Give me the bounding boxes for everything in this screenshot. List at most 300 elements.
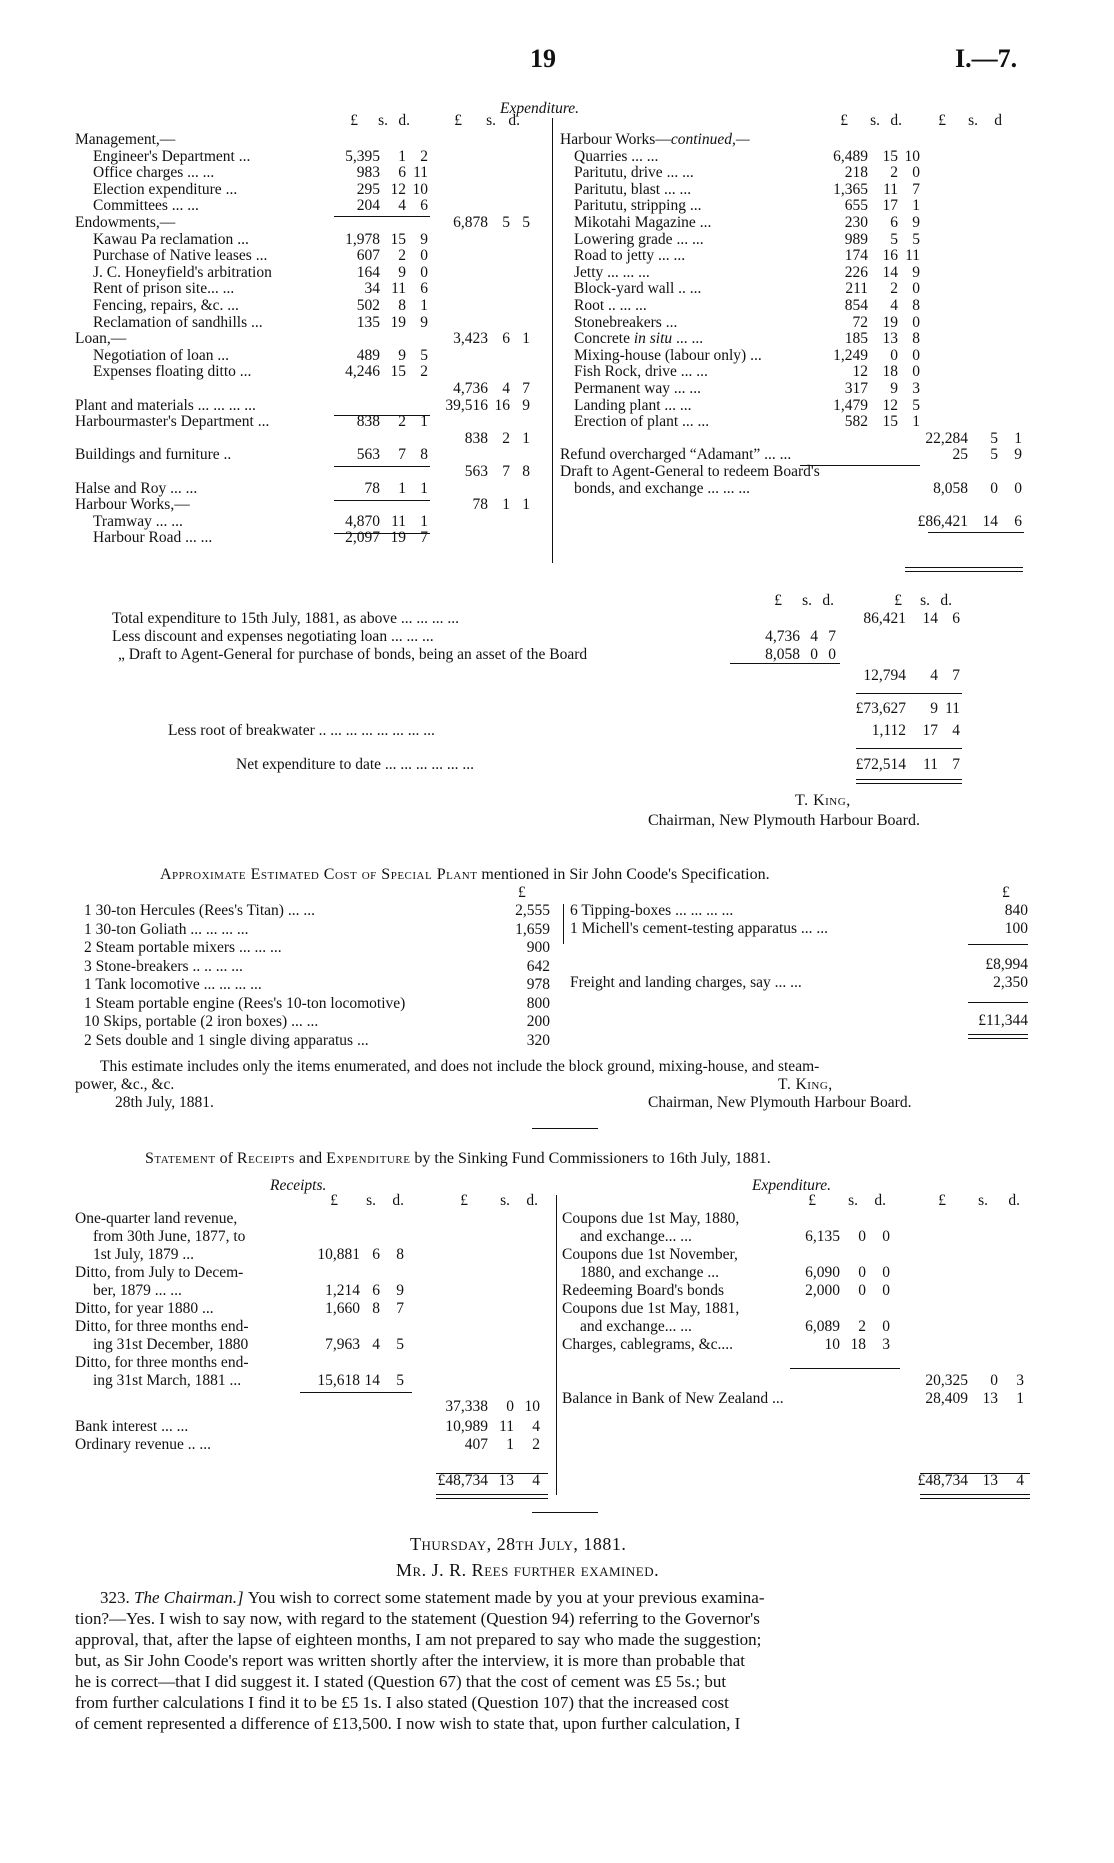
row-label: Stonebreakers ... bbox=[574, 313, 678, 331]
row-leader-dots: ... ... bbox=[283, 902, 315, 919]
row-leader-dots: ... ... ... ... bbox=[199, 976, 262, 993]
col-a-pounds: 12 bbox=[852, 363, 868, 381]
summary-line bbox=[0, 722, 1114, 740]
row-leader-dots: .. .. ... ... bbox=[188, 957, 243, 975]
plant-item-label: 1 Tank locomotive ... ... ... ... bbox=[84, 976, 262, 993]
row-label: Jetty ... ... ... bbox=[574, 263, 650, 281]
plant-rule bbox=[968, 944, 1028, 945]
signature-name: T. King, bbox=[795, 792, 851, 809]
col-a-pounds: 854 bbox=[844, 297, 868, 314]
ledger-row bbox=[0, 380, 1114, 398]
col-a-shillings: 4 bbox=[398, 197, 406, 215]
plant-item-value: £11,344 bbox=[978, 1012, 1028, 1029]
col-a-pence: 0 bbox=[420, 247, 428, 265]
col-a-pence: 5 bbox=[912, 230, 920, 248]
row-leader-dots: ... ... bbox=[183, 164, 215, 182]
row-label: and exchange... ... bbox=[580, 1228, 692, 1245]
row-label: Negotiation of loan ... bbox=[93, 346, 230, 364]
section-rule-2 bbox=[532, 1512, 598, 1513]
col-a-shillings: 9 bbox=[890, 380, 898, 397]
ledger-row bbox=[0, 347, 1114, 365]
ledger-row bbox=[0, 131, 1114, 149]
column-heading: s. bbox=[366, 1192, 376, 1209]
ledger-row bbox=[0, 413, 1114, 431]
col-b-shillings: 0 bbox=[506, 1398, 514, 1415]
row-leader-dots: ... bbox=[703, 1264, 720, 1281]
column-headings bbox=[0, 1192, 1114, 1210]
col-b-pounds: £86,421 bbox=[917, 512, 968, 530]
col-b-shillings: 14 bbox=[922, 610, 938, 627]
signature-title: Chairman, New Plymouth Harbour Board. bbox=[648, 812, 920, 829]
col-a-pence: 5 bbox=[396, 1336, 404, 1353]
row-label: ber, 1879 ... ... bbox=[93, 1282, 182, 1299]
col-a-pounds: 1,660 bbox=[325, 1300, 360, 1317]
col-a-shillings: 18 bbox=[882, 363, 898, 381]
row-label: Quarries ... ... bbox=[574, 147, 659, 165]
ledger-row bbox=[0, 231, 1114, 249]
col-a-pence: 1 bbox=[420, 479, 428, 497]
row-label: „ Draft to Agent-General for purchase of bonds, being an asset of the Board bbox=[118, 646, 588, 663]
row-leader-dots: ... bbox=[178, 1246, 195, 1263]
col-a-pence: 0 bbox=[912, 280, 920, 298]
col-b-pence: 4 bbox=[952, 722, 960, 739]
column-heading: £ bbox=[808, 1192, 816, 1209]
column-heading: £ bbox=[938, 1192, 946, 1209]
row-leader-dots: ... bbox=[198, 1300, 214, 1317]
col-b-pence: 3 bbox=[1016, 1372, 1024, 1389]
plant-item-label: 1 Steam portable engine (Rees's 10-ton locomotive) bbox=[84, 994, 406, 1012]
row-label: Loan,— bbox=[75, 330, 127, 348]
col-a-pounds: 989 bbox=[844, 230, 868, 248]
pound-heading: £ bbox=[1002, 884, 1010, 901]
col-a-pence: 6 bbox=[420, 197, 428, 215]
plant-item-value: £8,994 bbox=[985, 956, 1028, 973]
row-leader-dots: ... ... ... ... bbox=[186, 920, 249, 938]
payment-row bbox=[0, 1300, 1114, 1318]
col-a-pounds: 983 bbox=[356, 164, 380, 182]
payment-row bbox=[0, 1472, 1114, 1490]
evidence-line: from further calculations I find it to be £5 1s. I also stated (Question 107) that the increased cost bbox=[75, 1693, 729, 1712]
row-leader-dots: .. ... ... bbox=[604, 297, 647, 314]
row-label: Harbour Works—continued,— bbox=[560, 131, 750, 148]
col-a-pounds: 2,097 bbox=[345, 529, 380, 547]
col-a-pence: 11 bbox=[905, 247, 920, 265]
row-leader-dots: ... ... bbox=[669, 380, 701, 397]
col-a-pounds: 174 bbox=[844, 247, 868, 265]
question-number: 323. bbox=[100, 1588, 134, 1607]
row-label: Redeeming Board's bonds bbox=[562, 1282, 725, 1299]
plant-item-label: Freight and landing charges, say ... ... bbox=[570, 974, 802, 991]
summary-line bbox=[0, 646, 1114, 664]
col-a-pence: 7 bbox=[420, 529, 428, 547]
col-a-pence: 0 bbox=[912, 346, 920, 364]
col-a-shillings: 16 bbox=[882, 247, 898, 265]
row-label: Paritutu, stripping ... bbox=[574, 197, 702, 215]
col-b-pence: 5 bbox=[522, 214, 530, 231]
col-a-pence: 9 bbox=[396, 1282, 404, 1299]
column-heading: d. bbox=[526, 1192, 538, 1209]
payment-row bbox=[0, 1228, 1114, 1246]
row-leader-dots: ... ... bbox=[770, 974, 802, 991]
col-a-shillings: 2 bbox=[398, 247, 406, 265]
col-a-pence: 5 bbox=[912, 396, 920, 414]
column-heading: d. bbox=[874, 1192, 886, 1209]
column-heading: d bbox=[994, 112, 1002, 129]
col-a-pounds: 10,881 bbox=[317, 1246, 360, 1263]
col-a-pounds: 211 bbox=[845, 280, 868, 298]
summary-line bbox=[0, 667, 1114, 685]
col-a-pence: 0 bbox=[882, 1318, 890, 1335]
col-a-shillings: 6 bbox=[890, 214, 898, 231]
pound-heading: £ bbox=[518, 884, 526, 901]
statement-title-c: Receipts bbox=[236, 1150, 295, 1167]
page-number: 19 bbox=[530, 44, 556, 73]
payment-row bbox=[0, 1318, 1114, 1336]
col-a-pounds: 4,736 bbox=[765, 628, 800, 645]
ledger-row bbox=[0, 480, 1114, 498]
row-label: Ordinary revenue .. ... bbox=[75, 1436, 212, 1453]
col-a-shillings: 0 bbox=[890, 346, 898, 364]
col-b-shillings: 13 bbox=[982, 1390, 998, 1407]
column-heading: £ bbox=[350, 112, 358, 129]
ledger-row bbox=[0, 164, 1114, 182]
statement-divider bbox=[556, 1195, 557, 1495]
col-a-pounds: 5,395 bbox=[345, 147, 380, 165]
row-label: One-quarter land revenue, bbox=[75, 1210, 238, 1227]
plant-item-label: 1 30-ton Goliath ... ... ... ... bbox=[84, 920, 249, 938]
col-b-pence: 2 bbox=[532, 1436, 540, 1453]
col-b-shillings: 4 bbox=[502, 380, 510, 397]
col-a-pence: 10 bbox=[904, 147, 920, 165]
col-a-pence: 0 bbox=[912, 313, 920, 331]
col-b-pounds: £48,734 bbox=[437, 1472, 488, 1489]
subtotal-rule bbox=[334, 533, 430, 534]
col-a-pounds: 4,246 bbox=[345, 363, 380, 381]
column-heading: £ bbox=[774, 592, 782, 609]
col-a-pounds: 10 bbox=[824, 1336, 840, 1353]
column-heading: s. bbox=[920, 592, 930, 609]
row-label: Buildings and furniture .. bbox=[75, 446, 232, 464]
col-b-pounds: 407 bbox=[464, 1436, 488, 1453]
col-a-pounds: 295 bbox=[356, 180, 380, 198]
col-b-pence: 1 bbox=[1016, 1390, 1024, 1407]
col-a-pounds: 6,090 bbox=[805, 1264, 840, 1281]
col-a-pence: 0 bbox=[420, 263, 428, 281]
col-a-pounds: 838 bbox=[356, 413, 380, 431]
col-a-shillings: 12 bbox=[390, 180, 406, 198]
col-a-pounds: 317 bbox=[844, 380, 868, 397]
expenditure-title: Expenditure. bbox=[500, 100, 580, 117]
row-label: Ditto, for year 1880 ... bbox=[75, 1300, 214, 1317]
col-a-shillings: 4 bbox=[890, 297, 898, 314]
row-label: Expenses floating ditto ... bbox=[93, 363, 252, 381]
col-a-pence: 0 bbox=[882, 1264, 890, 1281]
col-a-shillings: 6 bbox=[372, 1246, 380, 1263]
row-leader-dots: .. bbox=[219, 446, 232, 464]
statement-expenditure-heading: Expenditure. bbox=[752, 1177, 832, 1194]
plant-item bbox=[0, 956, 1114, 974]
col-b-pence: 1 bbox=[522, 429, 530, 447]
col-a-pounds: 1,249 bbox=[833, 346, 868, 364]
col-a-shillings: 14 bbox=[882, 263, 898, 281]
plant-currency-row bbox=[0, 884, 1114, 902]
row-leader-dots: ... ... ... bbox=[235, 939, 282, 956]
col-a-shillings: 2 bbox=[398, 413, 406, 431]
col-b-pence: 11 bbox=[945, 700, 960, 717]
row-leader-dots: ... ... bbox=[678, 413, 710, 431]
col-a-pence: 1 bbox=[420, 512, 428, 530]
statement-title-e: Expenditure bbox=[326, 1150, 411, 1167]
col-a-pounds: 2,000 bbox=[805, 1282, 840, 1299]
plant-item-value: 200 bbox=[526, 1013, 550, 1030]
column-heading: £ bbox=[454, 112, 462, 129]
ledger-row bbox=[0, 314, 1114, 332]
row-label: Plant and materials ... ... ... ... bbox=[75, 396, 256, 414]
row-label: Ditto, for three months end- bbox=[75, 1318, 249, 1335]
col-a-pence: 8 bbox=[420, 446, 428, 464]
col-b-shillings: 9 bbox=[930, 700, 938, 717]
col-b-shillings: 13 bbox=[982, 1472, 998, 1489]
row-leader-dots: ... ... ... bbox=[603, 263, 650, 281]
plant-item-value: 978 bbox=[526, 976, 550, 993]
col-a-shillings: 2 bbox=[858, 1318, 866, 1335]
row-label: Election expenditure ... bbox=[93, 180, 238, 198]
column-heading: d. bbox=[508, 112, 520, 129]
col-b-pounds: 4,736 bbox=[453, 380, 488, 397]
col-a-pounds: 1,214 bbox=[325, 1282, 360, 1299]
column-heading: s. bbox=[500, 1192, 510, 1209]
plant-note-cont: power, &c., &c. bbox=[75, 1076, 175, 1093]
plant-item-value: 642 bbox=[526, 957, 550, 975]
row-leader-dots: ... ... ... ... bbox=[671, 902, 734, 919]
col-a-pounds: 185 bbox=[844, 330, 868, 348]
col-b-shillings: 0 bbox=[990, 1372, 998, 1389]
col-b-pounds: £48,734 bbox=[917, 1472, 968, 1489]
col-a-shillings: 4 bbox=[810, 628, 818, 645]
col-a-shillings: 19 bbox=[390, 529, 406, 547]
col-a-pence: 3 bbox=[912, 380, 920, 397]
row-leader-dots: ... ... bbox=[672, 330, 704, 348]
col-a-shillings: 1 bbox=[398, 479, 406, 497]
col-b-pence: 4 bbox=[532, 1472, 540, 1489]
col-a-pence: 0 bbox=[882, 1228, 890, 1245]
col-b-shillings: 5 bbox=[990, 429, 998, 447]
col-a-shillings: 4 bbox=[372, 1336, 380, 1353]
column-heading: £ bbox=[840, 112, 848, 129]
col-a-shillings: 19 bbox=[882, 313, 898, 331]
row-label: Less root of breakwater .. ... ... ... ... ... ... ... bbox=[168, 722, 435, 739]
plant-item bbox=[0, 920, 1114, 938]
col-a-pounds: 1,479 bbox=[833, 396, 868, 414]
col-a-shillings: 8 bbox=[398, 297, 406, 314]
evidence-line: tion?—Yes. I wish to say now, with regard to the statement (Question 94) referring to the Governor's bbox=[75, 1609, 760, 1628]
row-label: Net expenditure to date ... ... ... ... ... ... bbox=[236, 756, 475, 773]
col-a-pounds: 7,963 bbox=[325, 1336, 360, 1353]
column-headings bbox=[0, 592, 1114, 610]
row-label: Balance in Bank of New Zealand ... bbox=[562, 1390, 784, 1407]
col-b-pounds: 39,516 bbox=[445, 396, 488, 414]
row-leader-dots: ... bbox=[676, 1228, 692, 1245]
col-a-pence: 2 bbox=[420, 147, 428, 165]
col-a-pounds: 230 bbox=[844, 214, 868, 231]
summary-rule bbox=[730, 663, 840, 664]
col-b-pounds: 1,112 bbox=[871, 722, 906, 739]
col-a-pounds: 502 bbox=[356, 297, 380, 314]
col-a-pounds: 15,618 bbox=[317, 1372, 360, 1389]
column-heading: s. bbox=[486, 112, 496, 129]
col-a-pence: 11 bbox=[413, 164, 428, 182]
row-leader-dots: ... ... bbox=[660, 180, 692, 198]
row-label: Ditto, from July to Decem- bbox=[75, 1264, 244, 1281]
col-b-pence: 4 bbox=[532, 1418, 540, 1435]
plant-item-value: 840 bbox=[1004, 902, 1028, 919]
col-a-pence: 7 bbox=[912, 180, 920, 198]
plant-item-label: 1 30-ton Hercules (Rees's Titan) ... ... bbox=[84, 902, 315, 919]
row-label: Ditto, for three months end- bbox=[75, 1354, 249, 1371]
row-label: ing 31st March, 1881 ... bbox=[93, 1372, 242, 1389]
col-b-pence: 1 bbox=[522, 496, 530, 514]
plant-item-value: 2,555 bbox=[515, 902, 550, 919]
row-label: Root .. ... ... bbox=[574, 297, 647, 314]
row-leader-dots: ... ... ... ... bbox=[397, 610, 460, 627]
row-leader-dots: ... ... bbox=[151, 512, 183, 530]
col-b-pounds: 86,421 bbox=[863, 610, 906, 627]
col-a-shillings: 11 bbox=[391, 512, 406, 530]
col-a-pence: 8 bbox=[912, 330, 920, 348]
col-a-pounds: 6,489 bbox=[833, 147, 868, 165]
col-a-shillings: 0 bbox=[810, 646, 818, 663]
row-leader-dots: ... bbox=[695, 214, 712, 231]
row-label: Less discount and expenses negotiating loan ... ... ... bbox=[112, 628, 434, 645]
statement-rule bbox=[300, 1392, 412, 1393]
col-a-shillings: 2 bbox=[890, 280, 898, 298]
col-b-shillings: 1 bbox=[506, 1436, 514, 1453]
plant-double-rule bbox=[968, 1034, 1028, 1039]
col-b-pence: 1 bbox=[522, 330, 530, 348]
row-label: Bank interest ... ... bbox=[75, 1418, 189, 1435]
col-a-pence: 0 bbox=[882, 1282, 890, 1299]
col-a-shillings: 17 bbox=[882, 197, 898, 215]
row-label: Management,— bbox=[75, 131, 176, 148]
evidence-line-text: You wish to correct some statement made by you at your previous examina- bbox=[247, 1588, 765, 1607]
col-b-pence: 4 bbox=[1016, 1472, 1024, 1489]
ledger-row bbox=[0, 513, 1114, 531]
col-b-pounds: 10,989 bbox=[445, 1418, 488, 1435]
ledger-row bbox=[0, 280, 1114, 298]
payment-row bbox=[0, 1436, 1114, 1454]
plant-item-label: 10 Skips, portable (2 iron boxes) ... ... bbox=[84, 1013, 319, 1030]
col-a-shillings: 14 bbox=[364, 1372, 380, 1389]
receipt-row bbox=[0, 1354, 1114, 1372]
plant-item-value: 320 bbox=[526, 1031, 550, 1049]
row-leader-dots: ... bbox=[221, 180, 238, 198]
plant-item bbox=[0, 974, 1114, 992]
row-label: Paritutu, blast ... ... bbox=[574, 180, 692, 198]
col-a-pence: 0 bbox=[912, 164, 920, 182]
statement-title bbox=[145, 1150, 771, 1168]
col-a-pence: 9 bbox=[912, 214, 920, 231]
col-a-pence: 0 bbox=[912, 363, 920, 381]
row-label: from 30th June, 1877, to bbox=[93, 1228, 246, 1245]
payment-row bbox=[0, 1336, 1114, 1354]
col-b-pounds: 20,325 bbox=[925, 1372, 968, 1389]
payment-row bbox=[0, 1418, 1114, 1436]
row-label: and exchange... ... bbox=[580, 1318, 692, 1335]
statement-title-f: by the Sinking Fund Commissioners to 16th July, 1881. bbox=[410, 1150, 771, 1167]
evidence-line bbox=[100, 1588, 765, 1608]
evidence-line: of cement represented a difference of £13,500. I now wish to state that, upon further calculation, I bbox=[75, 1714, 741, 1733]
column-heading: d. bbox=[398, 112, 410, 129]
statement-title-b: of bbox=[215, 1150, 237, 1167]
statement-title-d: and bbox=[294, 1150, 327, 1167]
col-a-pounds: 4,870 bbox=[345, 512, 380, 530]
column-heading: s. bbox=[848, 1192, 858, 1209]
row-label: Road to jetty ... ... bbox=[574, 247, 686, 265]
row-leader-dots: ... ... bbox=[181, 529, 213, 547]
row-label: Harbourmaster's Department ... bbox=[75, 413, 270, 431]
col-b-pence: 6 bbox=[952, 610, 960, 627]
column-heading: s. bbox=[978, 1192, 988, 1209]
row-label: Rent of prison site... ... bbox=[93, 280, 235, 298]
row-label: Permanent way ... ... bbox=[574, 380, 701, 397]
row-leader-dots: ... ... bbox=[660, 396, 692, 414]
row-leader-dots: ... ... bbox=[627, 147, 659, 165]
col-b-shillings: 4 bbox=[930, 667, 938, 684]
col-a-pounds: 8,058 bbox=[765, 646, 800, 663]
col-b-pence: 7 bbox=[952, 667, 960, 684]
row-leader-dots: ... ... ... bbox=[387, 628, 434, 645]
section-rule bbox=[532, 1128, 598, 1129]
col-a-pence: 6 bbox=[420, 280, 428, 298]
col-a-pounds: 78 bbox=[364, 479, 380, 497]
row-label: Draft to Agent-General to redeem Board's bbox=[560, 463, 820, 480]
ledger-row bbox=[0, 430, 1114, 448]
col-a-shillings: 6 bbox=[372, 1282, 380, 1299]
row-leader-dots: ... ... bbox=[167, 197, 199, 215]
column-heading: d. bbox=[822, 592, 834, 609]
summary-rule bbox=[856, 693, 962, 694]
statement-rule bbox=[920, 1473, 1030, 1474]
row-label: Committees ... ... bbox=[93, 197, 199, 215]
col-b-pounds: 28,409 bbox=[925, 1390, 968, 1407]
total-double-rule bbox=[905, 567, 1023, 572]
row-label: ing 31st December, 1880 bbox=[93, 1336, 249, 1353]
statement-title-a: Statement bbox=[145, 1150, 216, 1167]
col-a-shillings: 15 bbox=[882, 147, 898, 165]
col-b-pence: 1 bbox=[1014, 429, 1022, 447]
row-leader-dots: ... bbox=[213, 346, 230, 364]
col-a-shillings: 2 bbox=[890, 164, 898, 182]
col-a-shillings: 9 bbox=[398, 263, 406, 281]
col-b-pounds: 563 bbox=[464, 463, 488, 480]
col-a-pence: 7 bbox=[828, 628, 836, 645]
summary-double-rule bbox=[856, 779, 962, 784]
ledger-row bbox=[0, 330, 1114, 348]
col-b-pence: 9 bbox=[1014, 446, 1022, 464]
col-b-pounds: 12,794 bbox=[863, 667, 906, 684]
col-a-shillings: 13 bbox=[882, 330, 898, 348]
row-label-italic: in situ bbox=[633, 330, 673, 348]
ledger-row bbox=[0, 148, 1114, 166]
plant-title bbox=[160, 866, 770, 884]
col-a-shillings: 7 bbox=[398, 446, 406, 464]
summary-rule bbox=[856, 748, 962, 749]
row-label: Kawau Pa reclamation ... bbox=[93, 230, 249, 248]
col-a-shillings: 9 bbox=[398, 346, 406, 364]
statement-rule bbox=[790, 1368, 900, 1369]
row-label: Endowments,— bbox=[75, 214, 176, 231]
col-a-pence: 5 bbox=[420, 346, 428, 364]
